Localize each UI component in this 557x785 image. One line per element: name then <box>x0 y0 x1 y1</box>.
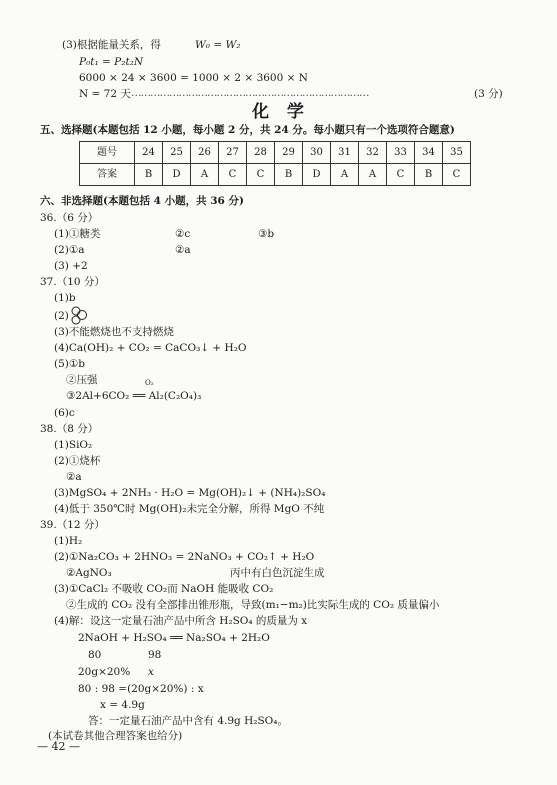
physics-eq2: 6000 × 24 × 3600 = 1000 × 2 × 3600 × N <box>79 72 308 84</box>
table-cell: 25 <box>163 142 191 164</box>
answer-table <box>79 141 471 186</box>
table-header-number: 题号 <box>80 142 135 164</box>
table-cell: C <box>443 164 471 186</box>
q38-2-2: ②a <box>66 471 82 483</box>
table-cell: B <box>415 164 443 186</box>
q37-5-2: ②压强 <box>66 374 98 386</box>
q39-answer: 答：一定量石油产品中含有 4.9g H₂SO₄。 <box>88 715 288 727</box>
q39-1: (1)H₂ <box>54 535 83 547</box>
table-cell: 32 <box>359 142 387 164</box>
q39-given: 20g×20% <box>78 666 131 678</box>
table-cell: C <box>247 164 275 186</box>
table-cell: C <box>387 164 415 186</box>
q36-1-3: ③b <box>258 228 275 240</box>
q39-mass-naoh: 80 <box>88 649 102 661</box>
grading-note: (本试卷其他合理答案也给分) <box>48 730 183 742</box>
q37-3: (3)不能燃烧也不支持燃烧 <box>54 326 174 338</box>
q37-5-3-condition: O₂ <box>145 379 154 387</box>
table-cell: D <box>163 164 191 186</box>
molecule-model-icon <box>70 305 90 325</box>
q38-1: (1)SiO₂ <box>54 439 93 451</box>
table-cell: D <box>303 164 331 186</box>
q38-4: (4)低于 350℃时 Mg(OH)₂未完全分解，所得 MgO 不纯 <box>54 503 325 515</box>
table-cell: A <box>191 164 219 186</box>
physics-q3-formula: W₀ = W₂ <box>195 39 241 51</box>
table-cell: 29 <box>275 142 303 164</box>
q37-2: (2) <box>54 310 69 322</box>
q37-5-3: ③2Al+6CO₂ ══ Al₂(C₂O₄)₃ <box>66 390 202 402</box>
q37-header: 37.（10 分） <box>40 276 105 288</box>
table-cell: 33 <box>387 142 415 164</box>
table-row <box>80 142 471 164</box>
q39-equation: 2NaOH + H₂SO₄ ══ Na₂SO₄ + 2H₂O <box>78 632 270 644</box>
table-header-answer: 答案 <box>80 164 135 186</box>
physics-eq1: P₀t₁ = P₂t₂N <box>79 56 144 68</box>
q38-2-1: (2)①烧杯 <box>54 455 101 467</box>
q36-1-2: ②c <box>175 228 191 240</box>
table-cell: 27 <box>219 142 247 164</box>
table-cell: 28 <box>247 142 275 164</box>
q37-1: (1)b <box>54 292 76 304</box>
q36-2-1: (2)①a <box>54 244 85 256</box>
table-cell: 30 <box>303 142 331 164</box>
table-cell: 31 <box>331 142 359 164</box>
q39-header: 39.（12 分） <box>40 519 105 531</box>
section5-heading: 五、选择题(本题包括 12 小题，每小题 2 分，共 24 分。每小题只有一个选项符合题意) <box>40 124 455 136</box>
table-cell: 26 <box>191 142 219 164</box>
q39-3-2: ②生成的 CO₂ 没有全部排出锥形瓶，导致(m₁−m₂)比实际生成的 CO₂ 质量偏小 <box>66 599 440 611</box>
q39-2-2: ②AgNO₃ <box>66 567 112 579</box>
table-cell: B <box>135 164 163 186</box>
q37-4: (4)Ca(OH)₂ + CO₂ = CaCO₃↓ + H₂O <box>54 342 247 354</box>
q39-unknown: x <box>148 666 154 678</box>
table-cell: A <box>331 164 359 186</box>
table-cell: B <box>275 164 303 186</box>
page-number: — 42 — <box>37 740 80 753</box>
q39-3-1: (3)①CaCl₂ 不吸收 CO₂而 NaOH 能吸收 CO₂ <box>54 583 274 595</box>
leader-dots: ………………………………………………………………… <box>131 87 369 99</box>
q37-5-1: (5)①b <box>54 358 86 370</box>
q39-4: (4)解：设这一定量石油产品中所含 H₂SO₄ 的质量为 x <box>54 615 308 627</box>
table-cell: 24 <box>135 142 163 164</box>
table-cell: A <box>359 164 387 186</box>
section6-heading: 六、非选择题(本题包括 4 小题，共 36 分) <box>40 195 244 207</box>
q39-proportion: 80 : 98 =(20g×20%) : x <box>78 683 204 695</box>
table-cell: 35 <box>443 142 471 164</box>
physics-q3-label: (3)根据能量关系，得 <box>62 39 161 51</box>
q36-header: 36.（6 分） <box>40 212 99 224</box>
table-cell: C <box>219 164 247 186</box>
q37-6: (6)c <box>54 407 75 419</box>
chemistry-title: 化 学 <box>252 102 310 122</box>
q36-3: (3) +2 <box>54 260 88 272</box>
q38-header: 38.（8 分） <box>40 423 99 435</box>
q36-1-1: (1)①糖类 <box>54 228 101 240</box>
q39-2-2-result: 丙中有白色沉淀生成 <box>230 567 325 579</box>
q36-2-2: ②a <box>175 244 191 256</box>
q39-mass-h2so4: 98 <box>148 649 162 661</box>
q39-result: x = 4.9g <box>100 699 145 711</box>
physics-score: (3 分) <box>474 88 503 100</box>
q38-3: (3)MgSO₄ + 2NH₃ · H₂O = Mg(OH)₂↓ + (NH₄)₂SO₄ <box>54 487 326 499</box>
q39-2-1: (2)①Na₂CO₃ + 2HNO₃ = 2NaNO₃ + CO₂↑ + H₂O <box>54 551 315 563</box>
physics-answer: N = 72 天 <box>79 88 131 100</box>
table-cell: 34 <box>415 142 443 164</box>
table-row <box>80 164 471 186</box>
